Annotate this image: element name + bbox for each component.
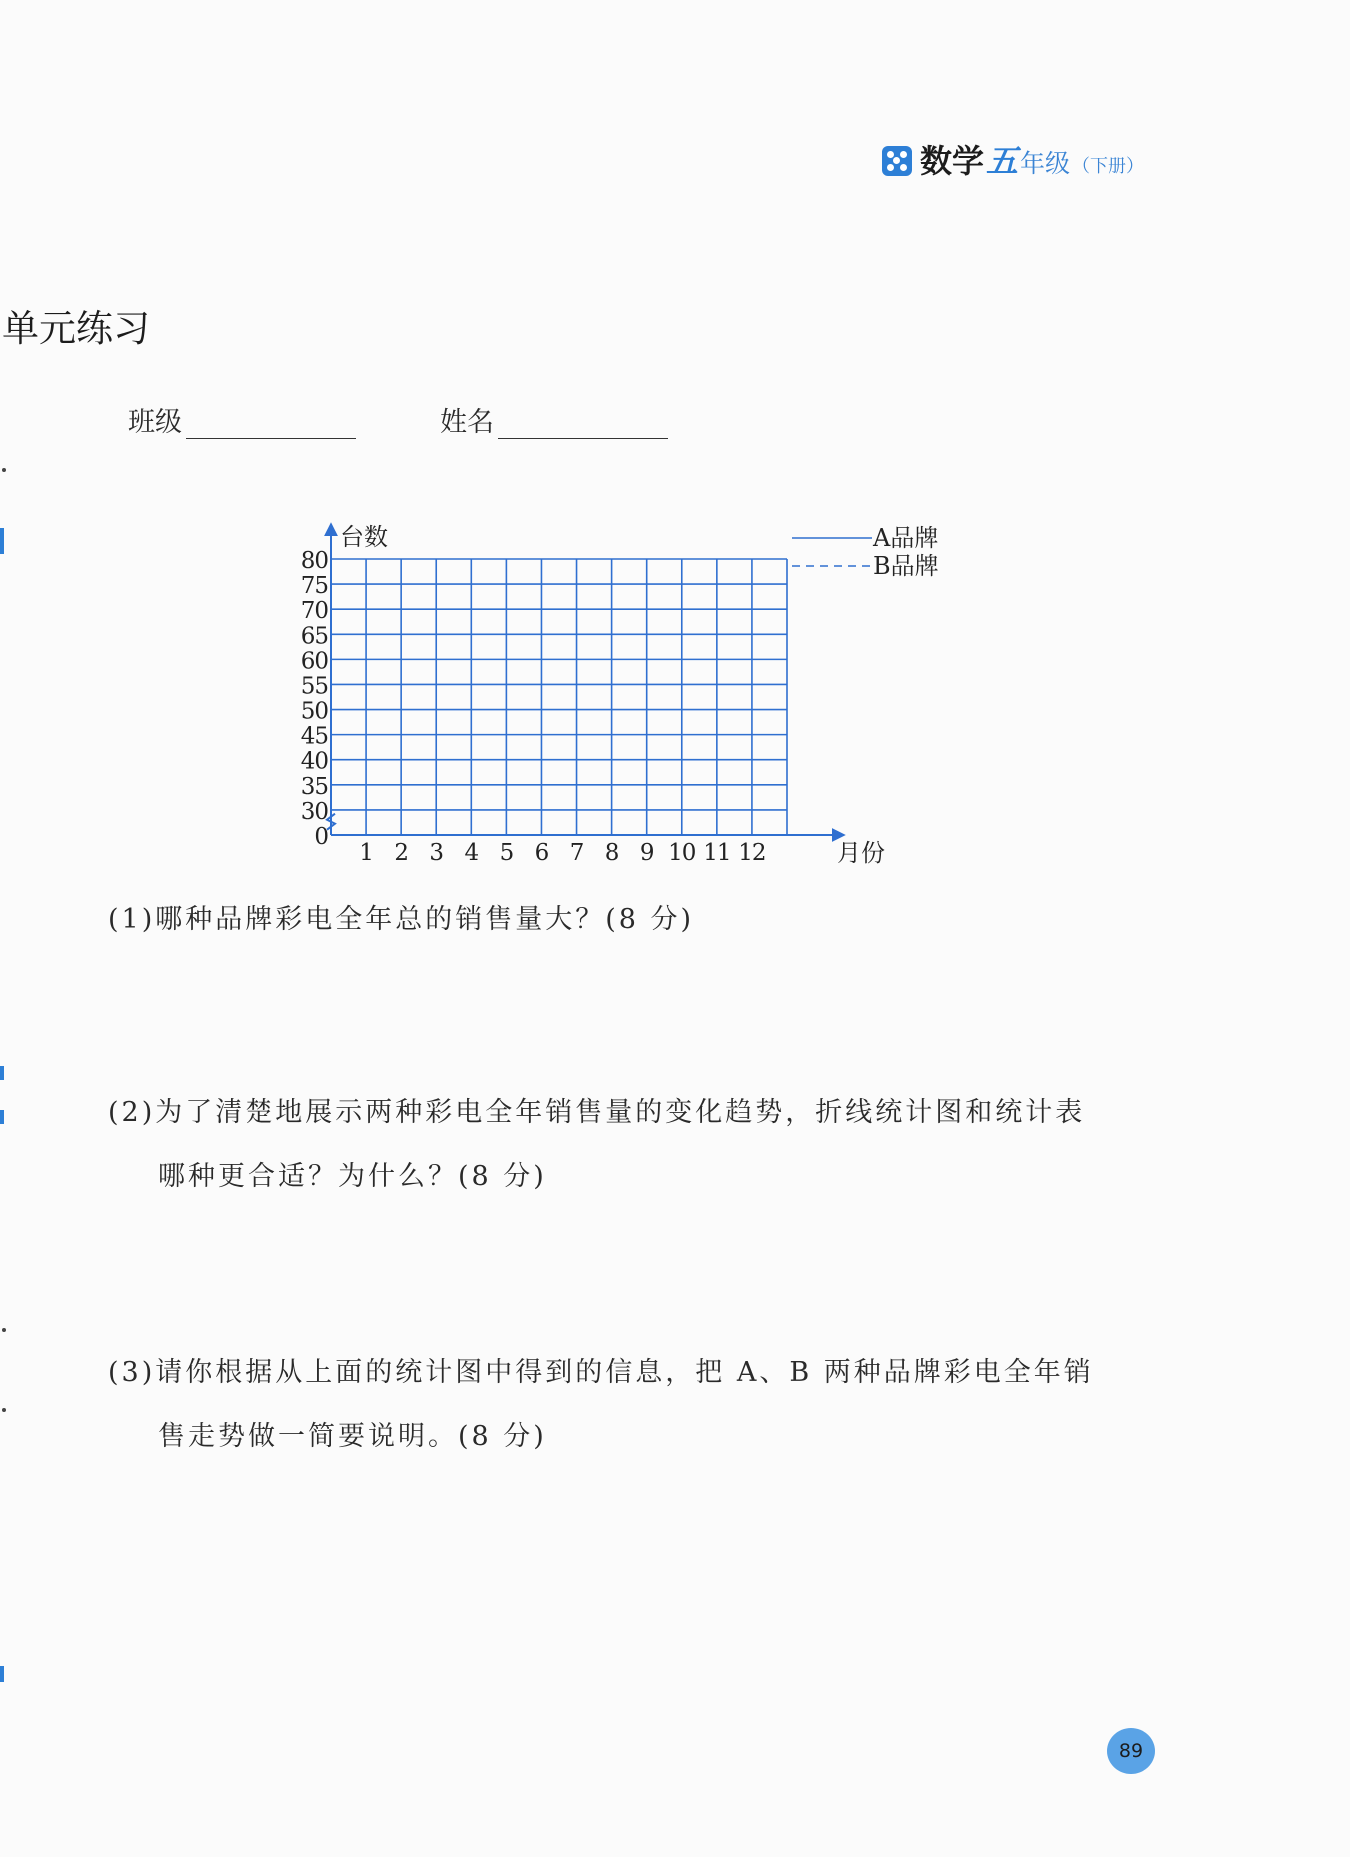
y-tick-label: 65: [300, 623, 328, 650]
axis-break-mark: [327, 814, 335, 830]
x-tick-label: 5: [499, 840, 514, 866]
class-label: 班级: [128, 407, 182, 438]
x-axis-title: 月份: [837, 839, 885, 867]
x-tick-label: 4: [464, 840, 479, 866]
question-3-line-1: (3)请你根据从上面的统计图中得到的信息，把 A、B 两种品牌彩电全年销: [108, 1357, 1094, 1388]
x-tick-label: 12: [738, 840, 766, 866]
x-tick-label: 8: [604, 840, 619, 866]
edge-mark: [0, 1110, 4, 1124]
y-tick-label: 40: [300, 748, 328, 775]
question-3-line-2: 售走势做一简要说明。(8 分): [158, 1421, 547, 1452]
page-number-badge: [1107, 1728, 1155, 1774]
y-tick-label: 70: [300, 598, 328, 625]
x-tick-label: 2: [394, 840, 408, 866]
edge-mark: [0, 1666, 4, 1682]
y-tick-label: 30: [300, 798, 328, 825]
edge-dot: [2, 1408, 6, 1412]
x-tick-label: 3: [429, 840, 444, 866]
x-tick-label: 6: [534, 840, 549, 866]
grade-number: 五: [986, 142, 1019, 180]
edge-dot: [2, 1328, 6, 1332]
y-axis-title: 台数: [340, 523, 388, 551]
x-tick-label: 7: [569, 840, 584, 866]
name-label: 姓名: [440, 407, 494, 438]
y-tick-label: 50: [300, 698, 328, 725]
question-2-line-2: 哪种更合适？为什么？(8 分): [158, 1161, 547, 1192]
y-tick-label: 45: [300, 723, 328, 750]
edge-mark: [0, 1066, 4, 1080]
legend-label: B品牌: [873, 552, 939, 580]
unit-title: 单元练习: [2, 307, 150, 350]
page-number: 89: [1118, 1740, 1144, 1762]
question-1: (1)哪种品牌彩电全年总的销售量大？(8 分): [108, 904, 695, 935]
y-tick-label: 75: [300, 573, 328, 600]
y-tick-label: 35: [300, 773, 328, 800]
grade-word: 年级: [1020, 149, 1071, 178]
subject-title: 数学: [920, 142, 985, 180]
line-chart-grid: [0, 0, 1350, 900]
x-tick-label: 11: [703, 840, 731, 866]
legend-label: A品牌: [873, 524, 939, 552]
volume-label: （下册）: [1072, 156, 1145, 177]
x-tick-label: 1: [359, 840, 373, 866]
x-tick-label: 9: [639, 840, 654, 866]
y-tick-label: 60: [300, 648, 328, 675]
x-tick-label: 10: [668, 840, 696, 866]
y-tick-label: 0: [314, 824, 328, 850]
question-2-line-1: (2)为了清楚地展示两种彩电全年销售量的变化趋势，折线统计图和统计表: [108, 1097, 1086, 1128]
y-tick-label: 55: [300, 673, 328, 700]
y-tick-label: 80: [300, 548, 328, 574]
